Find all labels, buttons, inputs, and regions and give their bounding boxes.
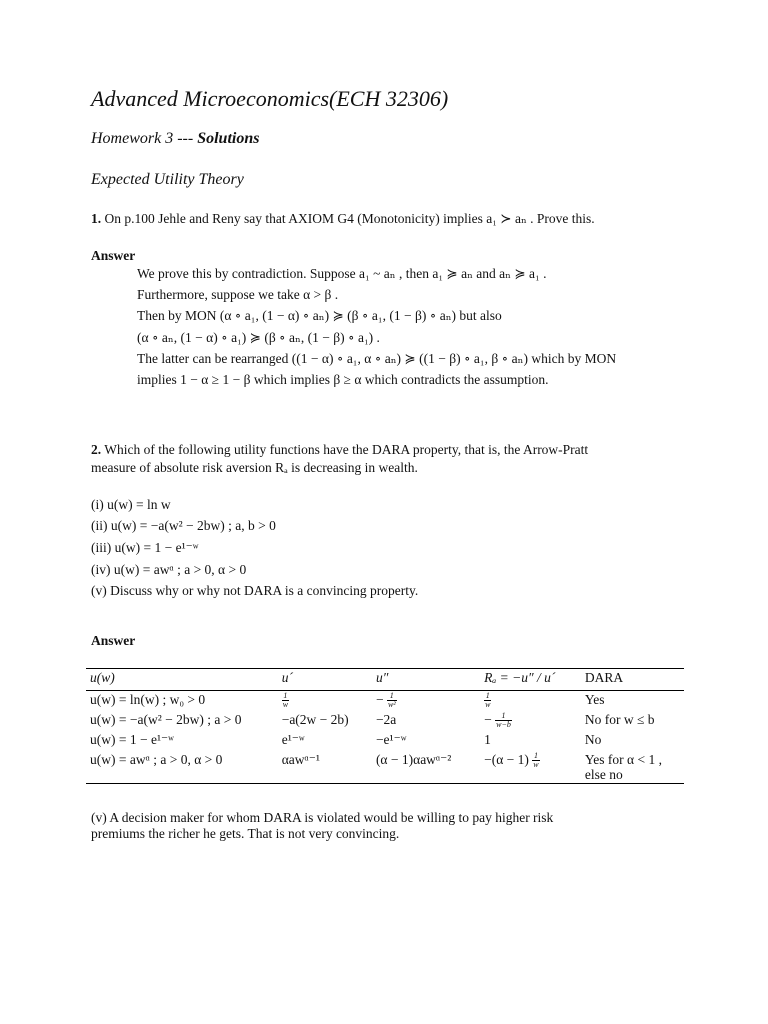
fraction-denominator: w <box>282 700 289 710</box>
table-header-cell: u″ <box>372 669 480 691</box>
answer-1-line: The latter can be rearranged ((1 − α) ∘ a₁, α ∘ aₙ) ≽ ((1 − β) ∘ a₁, β ∘ aₙ) which by MON <box>137 351 617 366</box>
answer-1-line: implies 1 − α ≥ 1 − β which implies β ≥ α which contradicts the assumption. <box>137 372 549 387</box>
minus-sign: − <box>375 692 384 707</box>
question-2 <box>91 442 588 458</box>
table-cell: −e¹⁻ʷ <box>375 732 407 747</box>
table-header-row <box>86 669 684 691</box>
table-cell: (α − 1)αawᵅ⁻² <box>372 751 480 784</box>
fraction <box>495 712 512 729</box>
fraction-denominator: w−b <box>496 720 511 730</box>
fraction <box>387 692 397 709</box>
table-header-cell: u(w) <box>86 669 278 691</box>
option-item: (i) u(w) = ln w <box>91 497 171 512</box>
answer-1-line: We prove this by contradiction. Suppose a₁ ~ aₙ , then a₁ ≽ aₙ and aₙ ≽ a₁ . <box>137 266 547 281</box>
table-cell <box>480 711 581 731</box>
results-table <box>86 668 684 784</box>
table-cell: No <box>584 732 602 747</box>
table-header-cell: u´ <box>278 669 372 691</box>
option-item: (iv) u(w) = awᵅ ; a > 0, α > 0 <box>91 562 247 577</box>
question-1-number: 1. <box>91 211 102 226</box>
fraction-numerator: 1 <box>387 692 397 701</box>
table-header-cell: Rₐ = −u″ / u´ <box>480 669 581 691</box>
ra-expression: −(α − 1) <box>484 752 529 767</box>
answer-1-line: (α ∘ aₙ, (1 − α) ∘ a₁) ≽ (β ∘ aₙ, (1 − β) ∘ a₁) . <box>137 330 380 345</box>
fraction-denominator: w <box>485 700 491 710</box>
fraction <box>282 692 289 709</box>
conclusion-text-cont: premiums the richer he gets. That is not very convincing. <box>91 826 400 841</box>
fraction-numerator: 1 <box>495 712 512 721</box>
table-row <box>86 731 684 751</box>
answer-1-line: Then by MON (α ∘ a₁, (1 − α) ∘ aₙ) ≽ (β ∘ a₁, (1 − β) ∘ aₙ) but also <box>137 308 502 323</box>
table-header-cell: DARA <box>581 669 684 691</box>
table-cell: 1 <box>484 732 491 747</box>
table-cell: −2a <box>375 712 397 727</box>
fraction-denominator: w <box>533 760 539 770</box>
question-2-text-cont: measure of absolute risk aversion Rₐ is decreasing in wealth. <box>91 460 418 475</box>
table-cell: e¹⁻ʷ <box>281 732 305 747</box>
fraction <box>532 752 539 769</box>
answer-1-label: Answer <box>91 248 136 263</box>
question-1-text: On p.100 Jehle and Reny say that AXIOM G4 (Monotonicity) implies a₁ ≻ aₙ . Prove this. <box>104 211 595 226</box>
option-item: (iii) u(w) = 1 − e¹⁻ʷ <box>91 540 199 555</box>
conclusion-text: (v) A decision maker for whom DARA is violated would be willing to pay higher risk <box>91 810 554 825</box>
table-cell: No for w ≤ b <box>584 712 655 727</box>
table-cell <box>278 691 372 712</box>
table-row <box>86 751 684 784</box>
homework-prefix: Homework 3 --- <box>91 130 198 147</box>
document-title: Advanced Microeconomics(ECH 32306) <box>91 86 449 111</box>
fraction <box>484 692 491 709</box>
question-2-number: 2. <box>91 442 102 457</box>
table-cell: αawᵅ⁻¹ <box>278 751 372 784</box>
option-item: (v) Discuss why or why not DARA is a convincing property. <box>91 583 419 598</box>
table-cell: u(w) = ln(w) ; w₀ > 0 <box>90 692 206 707</box>
answer-1-line: Furthermore, suppose we take α > β . <box>137 287 339 302</box>
table-cell: Yes <box>584 692 605 707</box>
homework-solutions: Solutions <box>197 130 260 147</box>
table-row <box>86 711 684 731</box>
table-cell: u(w) = 1 − e¹⁻ʷ <box>90 732 174 747</box>
option-item: (ii) u(w) = −a(w² − 2bw) ; a, b > 0 <box>91 518 276 533</box>
homework-heading <box>91 130 259 148</box>
table-cell <box>480 751 581 784</box>
table-cell <box>372 691 480 712</box>
answer-2-label: Answer <box>91 633 136 648</box>
fraction-numerator: 1 <box>283 691 288 701</box>
table-cell <box>480 691 581 712</box>
table-cell: u(w) = awᵅ ; a > 0, α > 0 <box>86 751 278 784</box>
question-2-text: Which of the following utility functions have the DARA property, that is, the Arrow-Pratt <box>104 442 589 457</box>
table-cell: Yes for α < 1 , else no <box>581 751 684 784</box>
table-cell: u(w) = −a(w² − 2bw) ; a > 0 <box>90 712 242 727</box>
topic-heading: Expected Utility Theory <box>91 171 244 188</box>
table-cell: −a(2w − 2b) <box>281 712 349 727</box>
fraction-denominator: w² <box>387 700 396 710</box>
minus-sign: − <box>484 712 492 727</box>
fraction-numerator: 1 <box>485 691 490 701</box>
question-1 <box>91 211 595 227</box>
table-row <box>86 691 684 712</box>
fraction-numerator: 1 <box>533 751 538 761</box>
